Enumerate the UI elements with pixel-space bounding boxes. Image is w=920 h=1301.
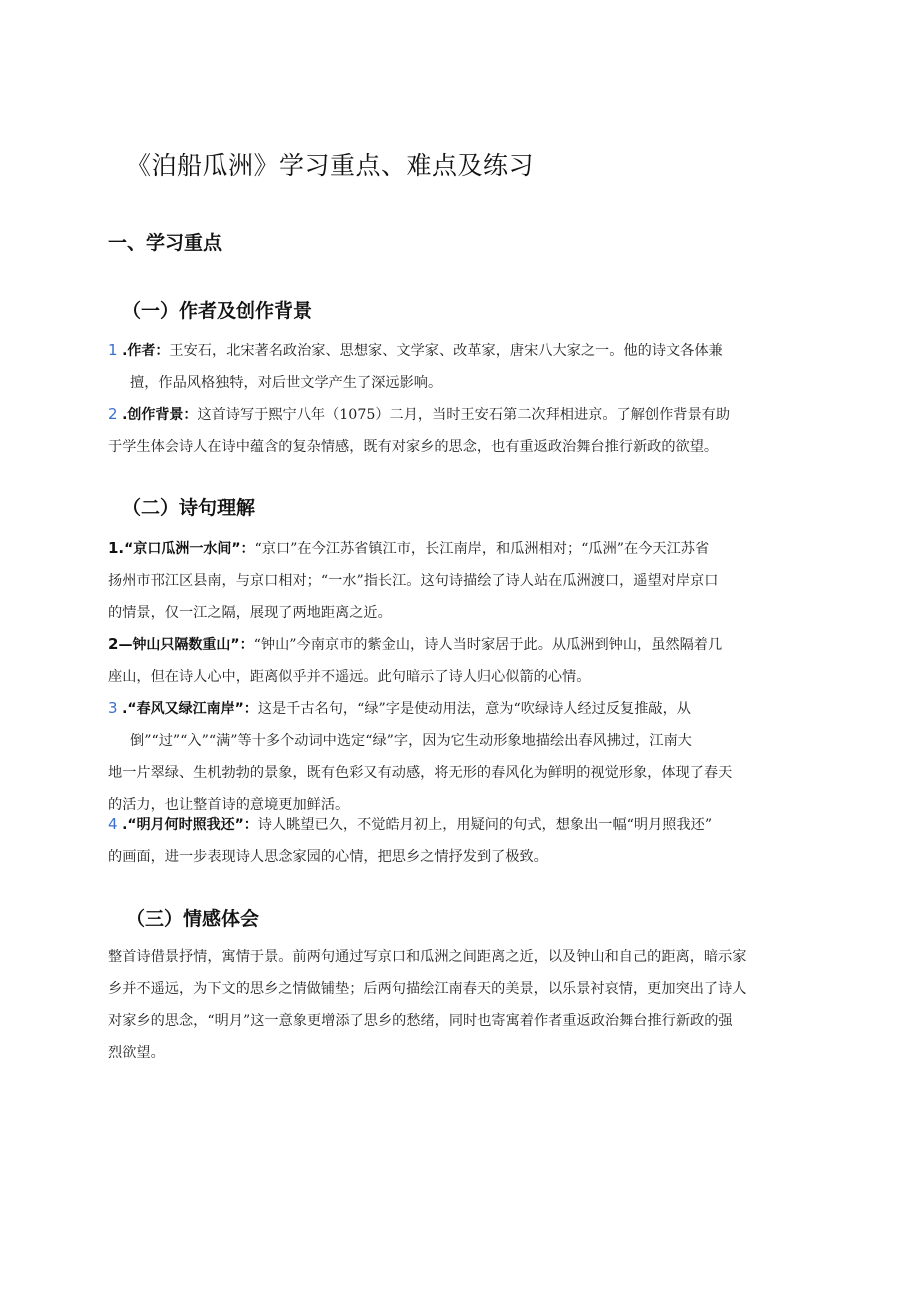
list-item (108, 334, 814, 399)
item-key: .“春风又绿江南岸”： (122, 701, 258, 717)
item-text: 的活力，也让整首诗的意境更加鲜活。 (108, 797, 350, 813)
section-heading-key-points: 一、学习重点 (108, 232, 223, 254)
subsection-heading-author: （一）作者及创作背景 (122, 300, 313, 322)
paragraph-emotion (108, 941, 814, 1069)
subsection-heading-verse: （二）诗句理解 (122, 497, 256, 519)
item-text: “京口”在今江苏省镇江市，长江南岸，和瓜洲相对；“瓜洲”在今天江苏省 (254, 541, 710, 557)
item-number: 2 (108, 405, 118, 423)
item-number: 1 (108, 341, 118, 359)
item-number: 1. (108, 539, 125, 557)
item-key: .作者： (122, 343, 170, 359)
item-text: 扬州市邗江区县南，与京口相对；“一水”指长江。这句诗描绘了诗人站在瓜洲渡口，遥望对岸京口 (108, 573, 719, 589)
item-text: 这首诗写于熙宁八年（1075）二月，当时王安石第二次拜相进京。了解创作背景有助 (197, 407, 731, 423)
paragraph-line: 整首诗借景抒情，寓情于景。前两句通过写京口和瓜洲之间距离之近，以及钟山和自己的距离，暗示家 (108, 949, 747, 965)
item-text: 擅，作品风格独特，对后世文学产生了深远影响。 (130, 375, 443, 391)
item-text: 诗人眺望已久，不觉皓月初上，用疑问的句式，想象出一幅“明月照我还” (257, 817, 713, 833)
paragraph-line: 烈欲望。 (108, 1045, 165, 1061)
item-text: 的画面，进一步表现诗人思念家园的心情，把思乡之情抒发到了极致。 (108, 849, 548, 865)
list-item (108, 692, 814, 821)
item-key: .“明月何时照我还”： (122, 817, 258, 833)
item-key: .创作背景： (122, 407, 198, 423)
item-number: 3 (108, 699, 118, 717)
item-text: 座山，但在诗人心中，距离似乎并不遥远。此句暗示了诗人归心似箭的心情。 (108, 669, 591, 685)
item-text: “钟山”今南京市的紫金山，诗人当时家居于此。从瓜洲到钟山，虽然隔着几 (253, 637, 723, 653)
list-item (108, 808, 814, 873)
item-text: 倒”“过”“入”“满”等十多个动词中选定“绿”字，因为它生动形象地描绘出春风拂过，江南大 (130, 733, 692, 749)
list-item (108, 628, 814, 693)
paragraph-line: 对家乡的思念，“明月”这一意象更增添了思乡的愁绪，同时也寄寓着作者重返政治舞台推行新政的强 (108, 1013, 733, 1029)
item-text: 这是千古名句，“绿”字是使动用法，意为“吹绿诗人经过反复推敲，从 (257, 701, 691, 717)
item-number: 2 (108, 635, 119, 653)
item-text: 的情景，仅一江之隔，展现了两地距离之近。 (108, 605, 392, 621)
item-number: 4 (108, 815, 118, 833)
paragraph-line: 乡并不遥远，为下文的思乡之情做铺垫；后两句描绘江南春天的美景，以乐景衬哀情，更加突出了诗人 (108, 981, 747, 997)
list-item (108, 532, 814, 629)
subsection-heading-emotion: （三）情感体会 (126, 908, 260, 930)
item-text: 于学生体会诗人在诗中蕴含的复杂情感，既有对家乡的思念，也有重返政治舞台推行新政的欲望。 (108, 439, 719, 455)
item-key: “京口瓜洲一水间”： (124, 541, 255, 557)
list-item (108, 398, 814, 463)
item-text: 地一片翠绿、生机勃勃的景象，既有色彩又有动感，将无形的春风化为鲜明的视觉形象，体现了春天 (108, 765, 733, 781)
item-text: 王安石，北宋著名政治家、思想家、文学家、改革家，唐宋八大家之一。他的诗文各体兼 (169, 343, 723, 359)
page-title: 《泊船瓜洲》学习重点、难点及练习 (126, 151, 535, 180)
item-key: —钟山只隔数重山”： (118, 637, 254, 653)
